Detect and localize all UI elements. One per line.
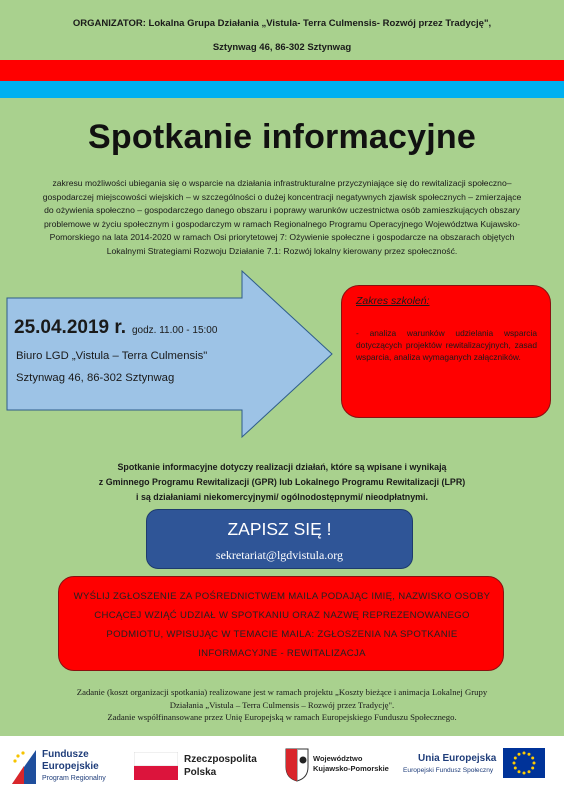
fundusze-europejskie-icon bbox=[10, 746, 38, 786]
fe-logo-line-3: Program Regionalny bbox=[42, 775, 106, 782]
event-venue: Biuro LGD „Vistula – Terra Culmensis" bbox=[16, 350, 208, 362]
rp-logo-line-2: Polska bbox=[184, 767, 217, 778]
funding-line-3: Zadanie współfinansowane przez Unię Europejską w ramach Europejskiego Funduszu Społecznego. bbox=[107, 712, 457, 722]
event-address: Sztynwag 46, 86-302 Sztynwag bbox=[16, 372, 175, 384]
training-scope-body: - analiza warunków udzielania wsparcia dotyczących projektów rewitalizacyjnych, zasad wsparcia, analiza wymaganych załączników. bbox=[356, 328, 537, 362]
signup-label: ZAPISZ SIĘ ! bbox=[227, 519, 332, 539]
red-band bbox=[0, 60, 564, 81]
signup-email[interactable]: sekretariat@lgdvistula.org bbox=[215, 548, 344, 562]
signup-button[interactable] bbox=[146, 509, 413, 569]
ue-logo-line-2: Europejski Fundusz Społeczny bbox=[403, 767, 494, 774]
rp-logo-line-1: Rzeczpospolita bbox=[184, 754, 257, 765]
training-scope-box bbox=[341, 285, 551, 418]
fe-logo-line-2: Europejskie bbox=[42, 761, 99, 772]
meeting-info bbox=[40, 460, 524, 505]
blue-band bbox=[0, 81, 564, 98]
meeting-info-line-1: Spotkanie informacyjne dotyczy realizacji działań, które są wpisane i wynikają bbox=[117, 462, 447, 472]
training-scope-heading: Zakres szkoleń: bbox=[356, 295, 430, 307]
page-title: Spotkanie informacyjne bbox=[88, 118, 476, 156]
wk-logo-line-2: Kujawsko-Pomorskie bbox=[313, 764, 389, 773]
funding-line-2: Działania „Vistula – Terra Culmensis – Rozwój przez Tradycję". bbox=[169, 699, 395, 710]
wk-logo-line-1: Województwo bbox=[313, 754, 363, 763]
logo-bar bbox=[0, 736, 564, 800]
ue-logo-line-1: Unia Europejska bbox=[418, 753, 497, 764]
event-date-line bbox=[14, 317, 217, 339]
event-hour: godz. 11.00 - 15:00 bbox=[132, 325, 218, 336]
funding-footnote bbox=[20, 686, 544, 724]
funding-line-1: Zadanie (koszt organizacji spotkania) realizowane jest w ramach projektu „Koszty bieżące i animacja Lokalnej Grupy bbox=[76, 687, 488, 697]
coat-of-arms-icon bbox=[285, 748, 309, 782]
meeting-info-line-3: i są działaniami niekomercyjnymi/ ogólnodostępnymi/ nieodpłatnymi. bbox=[136, 492, 428, 502]
application-notice-box bbox=[58, 576, 504, 671]
application-notice-text: WYŚLIJ ZGŁOSZENIE ZA POŚREDNICTWEM MAILA PODAJĄC IMIĘ, NAZWISKO OSOBY CHCĄCEJ WZIĄĆ UDZIAŁ W SPOTKANIU ORAZ NAZWĘ REPREZENOWANEGO PODMIOTU, WPISUJĄC W TEMACIE MAILA: ZGŁOSZENIA NA SPOTKANIE INFORMACYJNE - REWITALIZACJA bbox=[73, 591, 491, 659]
organizer-line-2: Sztynwag 46, 86-302 Sztynwag bbox=[212, 42, 352, 53]
eu-flag-icon bbox=[503, 748, 545, 778]
intro-paragraph: zakresu możliwości ubiegania się o wsparcie na działania infrastrukturalne przyczyniające się do rewitalizacji społeczno– gospodarczej miejscowości wiejskich – w szczególności o dużej koncentracji negatywnych zjawisk społecznych – zmierzające do ożywienia społeczno – gospodarczego danego obszaru i poprawy warunków uczestnictwa osób zamieszkujących obszary problemowe w życiu społecznym i gospodarczym w ramach Regionalnego Programu Operacyjnego Województwa Kujawsko-Pomorskiego na lata 2014-2020 w ramach Osi priorytetowej 7: Ożywienie społeczne i gospodarcze na obszarach objętych Lokalnymi Strategiami Rozwoju Działanie 7.1: Rozwój lokalny kierowany przez społeczność. bbox=[42, 178, 522, 256]
polish-flag-icon bbox=[134, 752, 178, 780]
event-date: 25.04.2019 r. bbox=[14, 317, 126, 338]
meeting-info-line-2: z Gminnego Programu Rewitalizacji (GPR) lub Lokalnego Programu Rewitalizacji (LPR) bbox=[98, 477, 466, 487]
fe-logo-line-1: Fundusze bbox=[42, 749, 89, 760]
organizer-line-1: ORGANIZATOR: Lokalna Grupa Działania „Vistula- Terra Culmensis- Rozwój przez Tradycję", bbox=[72, 18, 492, 29]
